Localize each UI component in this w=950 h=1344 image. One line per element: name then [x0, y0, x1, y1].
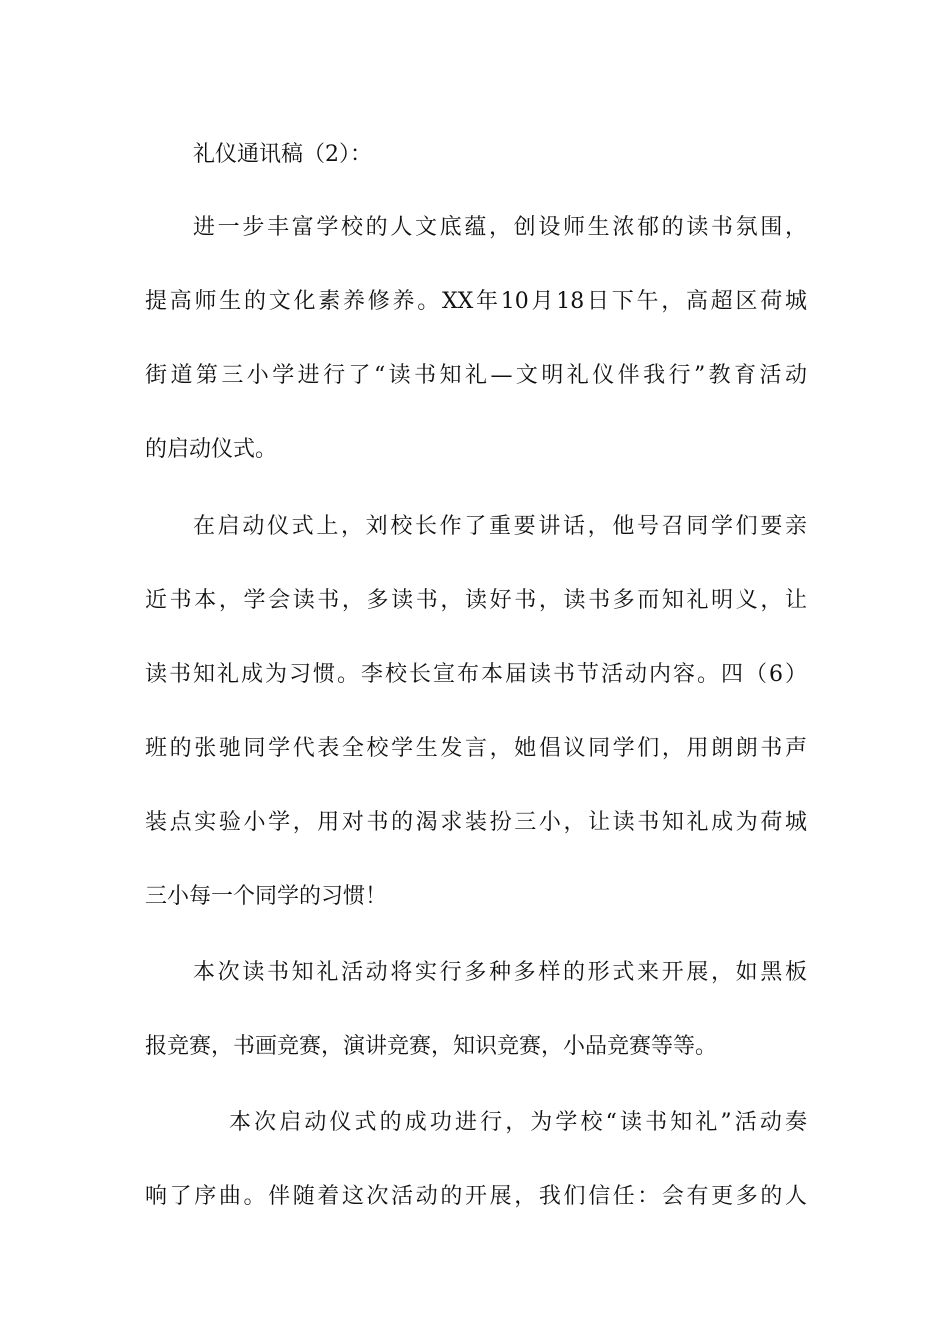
paragraph-line: 读书知礼成为习惯。李校长宣布本届读书节活动内容。四（6）: [145, 662, 807, 687]
paragraph-line: 的启动仪式。: [145, 437, 278, 462]
paragraph-line: 进一步丰富学校的人文底蕴，创设师生浓郁的读书氛围，: [193, 215, 807, 240]
paragraph-line: 班的张驰同学代表全校学生发言，她倡议同学们，用朗朗书声: [145, 736, 807, 761]
paragraph-line: 在启动仪式上，刘校长作了重要讲话，他号召同学们要亲: [193, 514, 807, 539]
paragraph-line: 近书本，学会读书，多读书，读好书，读书多而知礼明义，让: [145, 588, 807, 613]
paragraph-line: 响了序曲。伴随着这次活动的开展，我们信任：会有更多的人: [145, 1184, 807, 1209]
paragraph-line: 装点实验小学，用对书的渴求装扮三小，让读书知礼成为荷城: [145, 810, 807, 835]
paragraph-line: 本次启动仪式的成功进行，为学校“读书知礼”活动奏: [229, 1110, 807, 1135]
paragraph-line: 提高师生的文化素养修养。XX年10月18日下午，高超区荷城: [145, 289, 807, 314]
document-heading: 礼仪通讯稿（2）：: [193, 142, 372, 167]
paragraph-line: 本次读书知礼活动将实行多种多样的形式来开展，如黑板: [193, 960, 807, 985]
paragraph-line: 三小每一个同学的习惯！: [145, 884, 388, 909]
paragraph-line: 报竞赛，书画竞赛，演讲竞赛，知识竞赛，小品竞赛等等。: [145, 1034, 718, 1059]
paragraph-line: 街道第三小学进行了“读书知礼—文明礼仪伴我行”教育活动: [145, 363, 807, 388]
